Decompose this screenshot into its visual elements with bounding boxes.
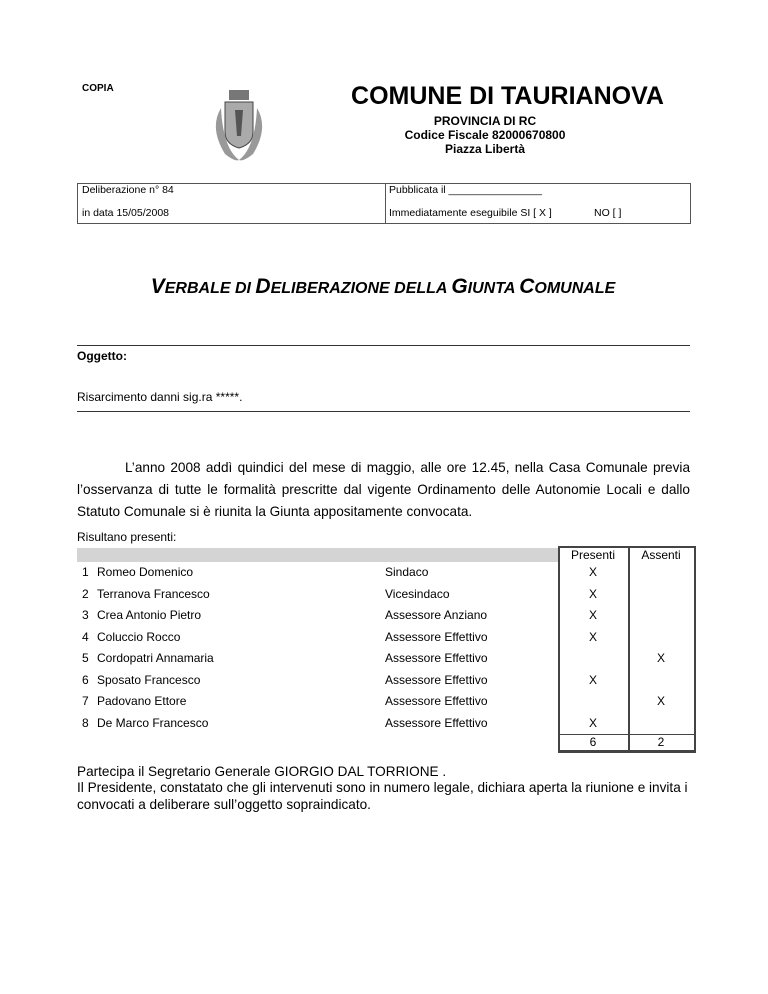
member-name: De Marco Francesco xyxy=(97,715,209,730)
copy-label: COPIA xyxy=(82,83,114,94)
tax-code: Codice Fiscale 82000670800 xyxy=(404,128,566,142)
member-role: Vicesindaco xyxy=(385,586,450,601)
row-number: 1 xyxy=(82,565,89,579)
document-heading: VERBALE DI DELIBERAZIONE DELLA GIUNTA COMUNALE xyxy=(150,275,616,298)
present-mark: X xyxy=(588,715,597,730)
subject-label: Oggetto: xyxy=(77,349,127,363)
row-number: 2 xyxy=(82,586,89,601)
deliberation-date: in data 15/05/2008 xyxy=(82,207,169,219)
closing-line-1: Partecipa il Segretario Generale GIORGIO DAL TORRIONE . xyxy=(77,764,447,779)
executable-yes: Immediatamente eseguibile SI [ X ] xyxy=(389,207,552,219)
absent-mark: X xyxy=(656,651,665,665)
province: PROVINCIA DI RC xyxy=(433,114,537,128)
member-role: Assessore Effettivo xyxy=(385,672,488,687)
executable-no: NO [ ] xyxy=(594,207,622,219)
present-mark: X xyxy=(588,629,597,644)
subject-text: Risarcimento danni sig.ra *****. xyxy=(77,390,243,404)
row-number: 6 xyxy=(82,672,89,687)
row-number: 5 xyxy=(82,651,89,665)
member-role: Assessore Effettivo xyxy=(385,715,488,730)
member-role: Assessore Effettivo xyxy=(385,629,488,644)
row-number: 7 xyxy=(82,694,89,708)
municipal-crest-icon xyxy=(205,88,273,168)
intro-paragraph: L’anno 2008 addì quindici del mese di maggio, alle ore 12.45, nella Casa Comunale previa l’osservanza di tutte le formalità prescritte dal vigente Ordinamento delle Autonomie Locali e dallo Statuto Comunale si è riunita la Giunta appositamente convocata. xyxy=(77,460,690,519)
member-role: Assessore Anziano xyxy=(385,608,488,622)
row-number: 3 xyxy=(82,608,89,622)
total-present: 6 xyxy=(589,735,597,749)
divider xyxy=(77,411,690,412)
divider xyxy=(77,345,690,346)
absent-mark: X xyxy=(656,694,665,708)
member-role: Assessore Effettivo xyxy=(385,694,488,708)
deliberation-number: Deliberazione n° 84 xyxy=(82,184,174,196)
present-mark: X xyxy=(588,565,597,579)
member-name: Romeo Domenico xyxy=(97,565,194,579)
row-number: 8 xyxy=(82,715,89,730)
table-header-band xyxy=(77,548,559,562)
member-name: Cordopatri Annamaria xyxy=(97,651,214,665)
member-role: Assessore Effettivo xyxy=(385,651,488,665)
present-mark: X xyxy=(588,608,597,622)
published-field: Pubblicata il ________________ xyxy=(389,184,542,196)
closing-line-2: Il Presidente, constatato che gli intervenuti sono in numero legale, dichiara aperta la riunione e invita i convocati a deliberare sull’oggetto sopraindicato. xyxy=(77,780,688,812)
member-name: Coluccio Rocco xyxy=(97,629,181,644)
address: Piazza Libertà xyxy=(444,142,526,156)
member-name: Sposato Francesco xyxy=(97,672,201,687)
present-mark: X xyxy=(588,672,597,687)
row-number: 4 xyxy=(82,629,89,644)
member-name: Terranova Francesco xyxy=(97,586,210,601)
member-name: Crea Antonio Pietro xyxy=(97,608,202,622)
present-mark: X xyxy=(588,586,597,601)
col-absent-header: Assenti xyxy=(641,548,681,562)
member-name: Padovano Ettore xyxy=(97,694,187,708)
attendance-label: Risultano presenti: xyxy=(77,530,177,544)
total-absent: 2 xyxy=(657,735,665,749)
municipality-title: COMUNE DI TAURIANOVA xyxy=(351,82,664,110)
col-present-header: Presenti xyxy=(570,548,616,562)
member-role: Sindaco xyxy=(385,565,429,579)
